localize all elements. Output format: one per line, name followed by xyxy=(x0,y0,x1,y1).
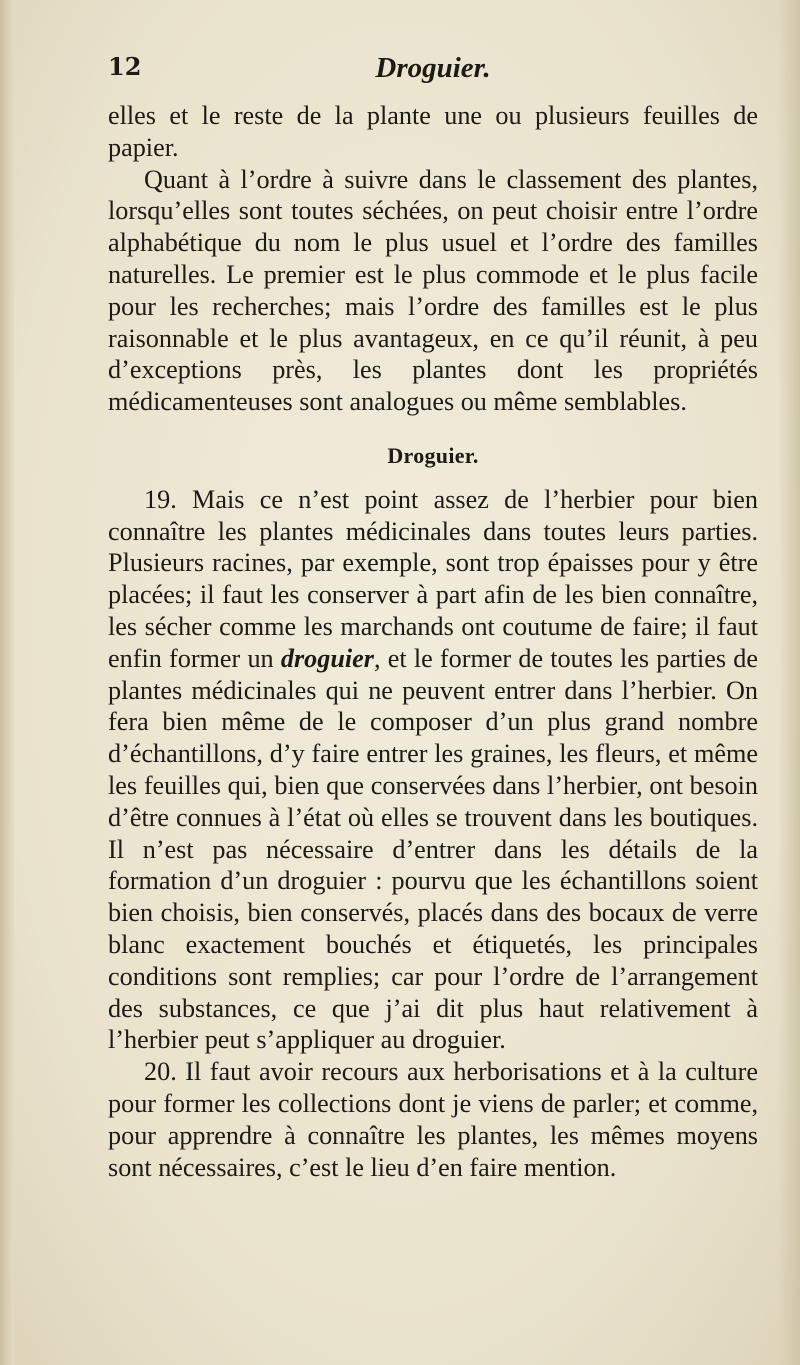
page-header xyxy=(108,52,758,92)
book-spine-shadow xyxy=(0,0,14,1365)
paragraph-19-text-b: , et le former de toutes les parties de plantes médicinales qui ne peuvent entrer dans l’herbier. On fera bien même de le composer d’un plus grand nombre d’échantillons, d’y faire entrer les graines, les fleurs, et même les feuilles qui, bien que conservées dans l’herbier, ont besoin d’être connues à l’état où elles se trouvent dans les boutiques. Il n’est pas nécessaire d’entrer dans les détails de la formation d’un droguier : pourvu que les échantillons soient bien choisis, bien conservés, placés dans des bocaux de verre blanc exactement bouchés et étiquetés, les principales conditions sont remplies; car pour l’ordre de l’arrangement des substances, ce que j’ai dit plus haut relativement à l’herbier peut s’appliquer au droguier. xyxy=(108,643,759,1055)
paragraph-20: 20. Il faut avoir recours aux herborisations et à la culture pour former les collections dont je viens de parler; et comme, pour apprendre à connaître les plantes, les mêmes moyens sont nécessaires, c’est le lieu d’en faire mention. xyxy=(108,1057,758,1182)
paragraph-continuation: elles et le reste de la plante une ou plusieurs feuilles de papier. xyxy=(108,101,758,162)
body-text xyxy=(108,100,758,1183)
paragraph-19-text-a: 19. Mais ce n’est point assez de l’herbier pour bien connaître les plantes médicinales dans toutes leurs parties. Plusieurs racines, par exemple, sont trop épaisses pour y être placées; il faut les conserver à part afin de les bien connaître, les sécher comme les marchands ont coutume de faire; il faut enfin former un xyxy=(108,484,758,673)
paragraph-19-emphasis: droguier xyxy=(280,643,374,673)
paragraph-classification: Quant à l’ordre à suivre dans le classement des plantes, lorsqu’elles sont toutes séchées, on peut choisir entre l’ordre alphabétique du nom le plus usuel et l’ordre des familles naturelles. Le premier est le plus commode et le plus facile pour les recherches; mais l’ordre des familles est le plus raisonnable et le plus avantageux, en ce qu’il réunit, à peu d’exceptions près, les plantes dont les propriétés médicamenteuses sont analogues ou même semblables. xyxy=(108,164,758,417)
paragraph-19 xyxy=(108,484,758,1056)
page-edge-shadow xyxy=(778,0,800,1365)
page-number: 12 xyxy=(108,52,142,81)
section-heading: Droguier. xyxy=(387,442,479,468)
running-head: Droguier. xyxy=(375,52,491,84)
